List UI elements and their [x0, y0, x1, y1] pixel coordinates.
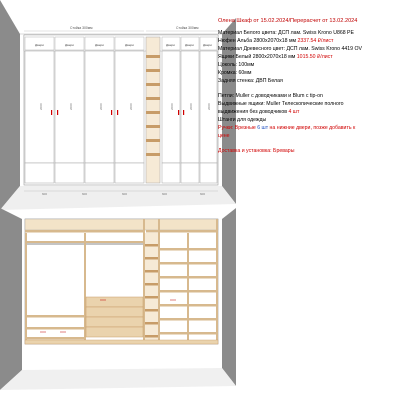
bottom-dim-2: 600: [82, 192, 88, 196]
door-label-5: Двери: [166, 43, 175, 47]
top-dim-right: Стойка 300мм: [176, 26, 199, 30]
door-label-2: Двери: [65, 43, 74, 47]
narrow-shelves: [145, 233, 158, 344]
spec-panel: [218, 17, 400, 155]
spec-back: Задняя стенка: ДВП Белая: [218, 78, 283, 84]
door-height-3: 2000: [99, 103, 103, 110]
spec-boxes: Ящики Белый 2800x2070x18 мм 1015.50 ₽/лист: [218, 54, 333, 60]
top-dim-left: Стойка 300мм: [70, 26, 93, 30]
door-height-6: 2000: [189, 103, 193, 110]
spec-handles: Ручки: Врезные 6 шт на нижние двери, позже добавить к: [218, 125, 356, 131]
bottom-dim-1: 600: [42, 192, 48, 196]
door-height-2: 2000: [69, 103, 73, 110]
spec-material-white: Материал Белого цвета: ДСП лам. Swiss Krono U868 PE: [218, 30, 354, 36]
door-label-1: Двери: [35, 43, 44, 47]
interior-left-wall: [0, 208, 22, 390]
spec-drawers: Выдвижные ящики: Muller Телескопические полного: [218, 101, 344, 107]
spec-edge: Кромка: 60мм: [218, 70, 252, 76]
door-label-4: Двери: [125, 43, 134, 47]
spec-plinth: Цоколь: 100мм: [218, 62, 255, 68]
spec-drawers-2: выдвижения без доводчиков 4 шт: [218, 109, 300, 115]
spec-hinges: Петли: Muller с доводчиками и Blum с tip-on: [218, 93, 323, 99]
door-label-6: Двери: [185, 43, 194, 47]
middle-drawers: [86, 297, 143, 337]
door-label-7: Двери: [203, 43, 212, 47]
spec-facade: Нюфен Альба 2800x2070x18 мм 2337.54 ₽/лист: [218, 38, 334, 44]
spec-delivery: Доставка и установка: Бревары: [218, 148, 295, 154]
spec-title: Олена Шкаф от 15.02.2024/Перерасчет от 13.02.2024: [218, 18, 358, 24]
floor: [0, 186, 236, 210]
left-wall: [0, 0, 20, 210]
open-shelf-column: [146, 37, 160, 183]
spec-material-wood: Материал Древесного цвет: ДСП лам. Swiss Krono 4419 OV: [218, 46, 362, 52]
bottom-dim-4: 600: [162, 192, 168, 196]
door-height-5: 2000: [170, 103, 174, 110]
front-view: [0, 0, 236, 210]
door-height-1: 2000: [39, 103, 43, 110]
spec-handles-2: цене: [218, 133, 230, 139]
bottom-dim-5: 600: [200, 192, 206, 196]
bottom-dim-3: 600: [122, 192, 128, 196]
door-height-4: 2000: [129, 103, 133, 110]
interior-view: [0, 208, 236, 390]
door-height-7: 2000: [207, 103, 211, 110]
spec-rods: Штанги для одежды: [218, 117, 267, 123]
interior-floor: [0, 368, 236, 390]
door-label-3: Двери: [95, 43, 104, 47]
interior-right-wall: [222, 208, 236, 386]
